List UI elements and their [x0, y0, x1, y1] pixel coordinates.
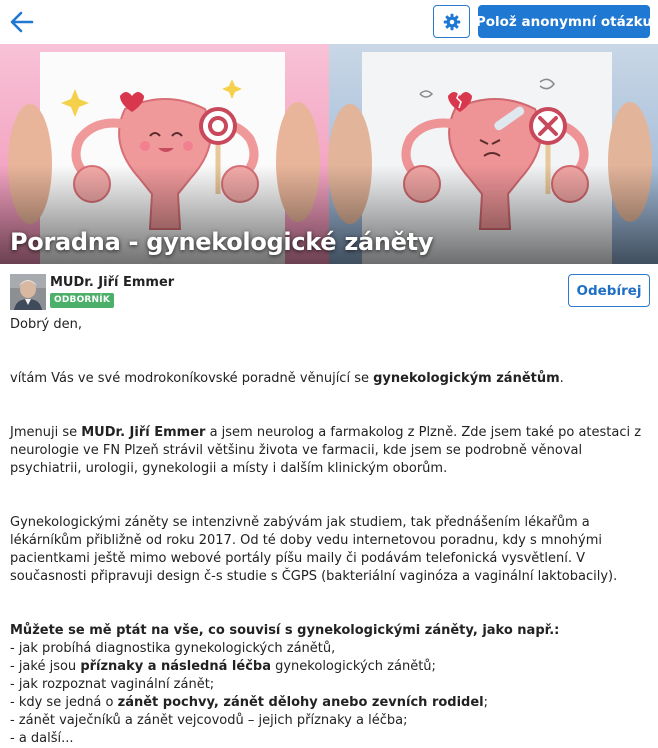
author-photo — [10, 274, 46, 310]
list-item: - jaké jsou příznaky a následná léčba gynekologických zánětů; — [10, 659, 436, 674]
list-item: - zánět vaječníků a zánět vejcovodů – jejich příznaky a léčba; — [10, 713, 408, 728]
top-bar — [0, 0, 658, 44]
avatar[interactable] — [10, 274, 46, 310]
gear-icon — [443, 13, 461, 31]
list-item: - a další... — [10, 731, 74, 746]
page-title: Poradna - gynekologické záněty — [10, 228, 434, 256]
arrow-left-icon — [10, 11, 34, 33]
follow-button[interactable]: Odebírej — [568, 274, 650, 307]
author-row — [10, 271, 650, 311]
list-item: - jak rozpoznat vaginální zánět; — [10, 677, 215, 692]
welcome-paragraph: vítám Vás ve své modrokoníkovské poradně věnující se gynekologickým zánětům. — [10, 371, 564, 386]
experience-paragraph: Gynekologickými záněty se intenzivně zabývám jak studiem, tak přednášením lékařům a lékárníkům přibližně od roku 2017. Od té doby vedu internetovou poradnu, kdy s mnohými pacientkami ještě mimo webové portály píšu maily či podávám telefonická vysvětlení. V současnosti připravuji design č-s studie s ČGPS (bakteriální vaginóza a vaginální laktobacily). — [10, 515, 618, 584]
settings-button[interactable] — [433, 5, 470, 38]
hero-banner — [0, 44, 658, 264]
bio-paragraph: Jmenuji se MUDr. Jiří Emmer a jsem neurolog a farmakolog z Plzně. Zde jsem také po atestaci z neurologie ve FN Plzeň strávil většinu života ve farmacii, kde jsem se podrobně věnoval psychiatrii, urologii, gynekologii a místy i dalším klinickým oborům. — [10, 425, 642, 476]
author-name[interactable]: MUDr. Jiří Emmer — [50, 275, 175, 290]
greeting: Dobrý den, — [10, 317, 83, 332]
expert-badge: ODBORNÍK — [50, 293, 114, 308]
back-button[interactable] — [6, 8, 38, 36]
ask-anonymous-question-button[interactable]: Polož anonymní otázku — [478, 5, 650, 38]
list-item: - kdy se jedná o zánět pochvy, zánět dělohy anebo zevních rodidel; — [10, 695, 489, 710]
list-item: - jak probíhá diagnostika gynekologických zánětů, — [10, 641, 336, 656]
topics-heading: Můžete se mě ptát na vše, co souvisí s gynekologickými záněty, jako např.: — [10, 623, 560, 638]
article-content — [10, 316, 650, 748]
